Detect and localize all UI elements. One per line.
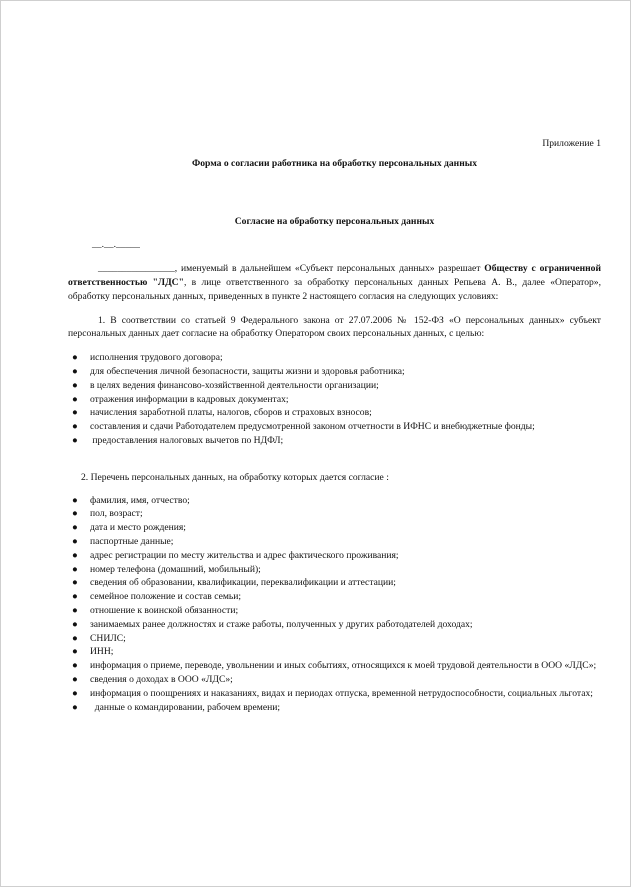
- list-item-text: номер телефона (домашний, мобильный);: [90, 563, 261, 575]
- list-item-text: ИНН;: [90, 646, 114, 658]
- list-item-text: отношение к воинской обязанности;: [90, 604, 239, 616]
- data-item: [68, 563, 601, 577]
- section-1-text: 1. В соответствии со статьей 9 Федерального закона от 27.07.2006 № 152-ФЗ «О персональных данных» субъект персональных данных дает согласие на обработку Оператором своих персональных данных, с целью:: [68, 314, 601, 340]
- data-item: [68, 590, 601, 604]
- subject-blank: ________________: [98, 263, 175, 275]
- purpose-item: [68, 393, 601, 407]
- bullet-icon: ●: [72, 701, 78, 713]
- company-name: Обществу с ограниченной ответственностью "ЛДС": [68, 263, 601, 288]
- data-items-list: [68, 494, 601, 715]
- list-item-text: данные о командировании, рабочем времени;: [90, 701, 281, 713]
- data-item: [68, 576, 601, 590]
- bullet-icon: ●: [72, 522, 78, 534]
- list-item-text: занимаемых ранее должностях и стаже работы, полученных у других работодателей доходах;: [90, 618, 473, 630]
- purpose-item: [68, 420, 601, 434]
- bullet-icon: ●: [72, 434, 78, 446]
- list-item-text: фамилия, имя, отчество;: [90, 494, 190, 506]
- data-item: [68, 521, 601, 535]
- bullet-icon: ●: [72, 535, 78, 547]
- bullet-icon: ●: [72, 407, 78, 419]
- list-item-text: семейное положение и состав семьи;: [90, 591, 242, 603]
- list-item-text: пол, возраст;: [90, 508, 143, 520]
- list-item-text: информация о приеме, переводе, увольнении и иных событиях, относящихся к моей трудовой деятельности в ООО «ЛДС»;: [90, 660, 597, 672]
- data-item: [68, 632, 601, 646]
- data-item: [68, 535, 601, 549]
- bullet-icon: ●: [72, 508, 78, 520]
- bullet-icon: ●: [72, 618, 78, 630]
- appendix-label: Приложение 1: [542, 138, 601, 149]
- purpose-item: [68, 379, 601, 393]
- list-item-text: для обеспечения личной безопасности, защиты жизни и здоровья работника;: [90, 365, 405, 377]
- data-item: [68, 687, 601, 701]
- bullet-icon: ●: [72, 352, 78, 364]
- bullet-icon: ●: [72, 660, 78, 672]
- list-item-text: информация о поощрениях и наказаниях, видах и периодах отпуска, временной нетрудоспособности, социальных льготах;: [90, 687, 593, 699]
- purpose-item: [68, 434, 601, 448]
- data-item: [68, 645, 601, 659]
- consent-title: Согласие на обработку персональных данных: [234, 215, 435, 227]
- list-item-text: адрес регистрации по месту жительства и адрес фактического проживания;: [90, 549, 399, 561]
- data-item: [68, 618, 601, 632]
- bullet-icon: ●: [72, 379, 78, 391]
- list-item-text: паспортные данные;: [90, 535, 174, 547]
- bullet-icon: ●: [72, 687, 78, 699]
- bullet-icon: ●: [72, 421, 78, 433]
- bullet-icon: ●: [72, 646, 78, 658]
- list-item-text: СНИЛС;: [90, 632, 126, 644]
- bullet-icon: ●: [72, 604, 78, 616]
- bullet-icon: ●: [72, 549, 78, 561]
- form-title: Форма о согласии работника на обработку персональных данных: [191, 157, 478, 169]
- list-item-text: в целях ведения финансово-хозяйственной деятельности организации;: [90, 379, 379, 391]
- data-item: [68, 659, 601, 673]
- purpose-item: [68, 406, 601, 420]
- data-item: [68, 673, 601, 687]
- list-item-text: отражения информации в кадровых документах;: [90, 393, 289, 405]
- data-item: [68, 701, 601, 715]
- list-item-text: предоставления налоговых вычетов по НДФЛ;: [90, 434, 284, 446]
- list-item-text: дата и место рождения;: [90, 522, 186, 534]
- list-item-text: составления и сдачи Работодателем предусмотренной законом отчетности в ИФНС и внебюджетные фонды;: [90, 421, 535, 433]
- data-item: [68, 604, 601, 618]
- data-item: [68, 507, 601, 521]
- bullet-icon: ●: [72, 632, 78, 644]
- bullet-icon: ●: [72, 393, 78, 405]
- date-line: __.__._____: [92, 239, 140, 251]
- bullet-icon: ●: [72, 563, 78, 575]
- list-item-text: начисления заработной платы, налогов, сборов и страховых взносов;: [90, 407, 372, 419]
- list-item-text: исполнения трудового договора;: [90, 352, 223, 364]
- bullet-icon: ●: [72, 673, 78, 685]
- section-2-text: 2. Перечень персональных данных, на обработку которых дается согласие :: [81, 471, 389, 483]
- bullet-icon: ●: [72, 365, 78, 377]
- list-item-text: сведения об образовании, квалификации, переквалификации и аттестации;: [90, 577, 396, 589]
- bullet-icon: ●: [72, 494, 78, 506]
- intro-text-a: , именуемый в дальнейшем «Субъект персональных данных» разрешает: [174, 263, 485, 275]
- document-content: [68, 137, 601, 714]
- bullet-icon: ●: [72, 591, 78, 603]
- data-item: [68, 494, 601, 508]
- intro-paragraph: [68, 262, 601, 303]
- data-item: [68, 549, 601, 563]
- bullet-icon: ●: [72, 577, 78, 589]
- intro-text-b: , в лице ответственного за обработку персональных данных Репьева А. В., далее «Оператор», обработку персональных данных, приведенных в пункте 2 настоящего согласия на следующих условиях:: [68, 276, 601, 302]
- list-item-text: сведения о доходах в ООО «ЛДС»;: [90, 673, 233, 685]
- purpose-item: [68, 351, 601, 365]
- purpose-item: [68, 365, 601, 379]
- purposes-list: [68, 351, 601, 448]
